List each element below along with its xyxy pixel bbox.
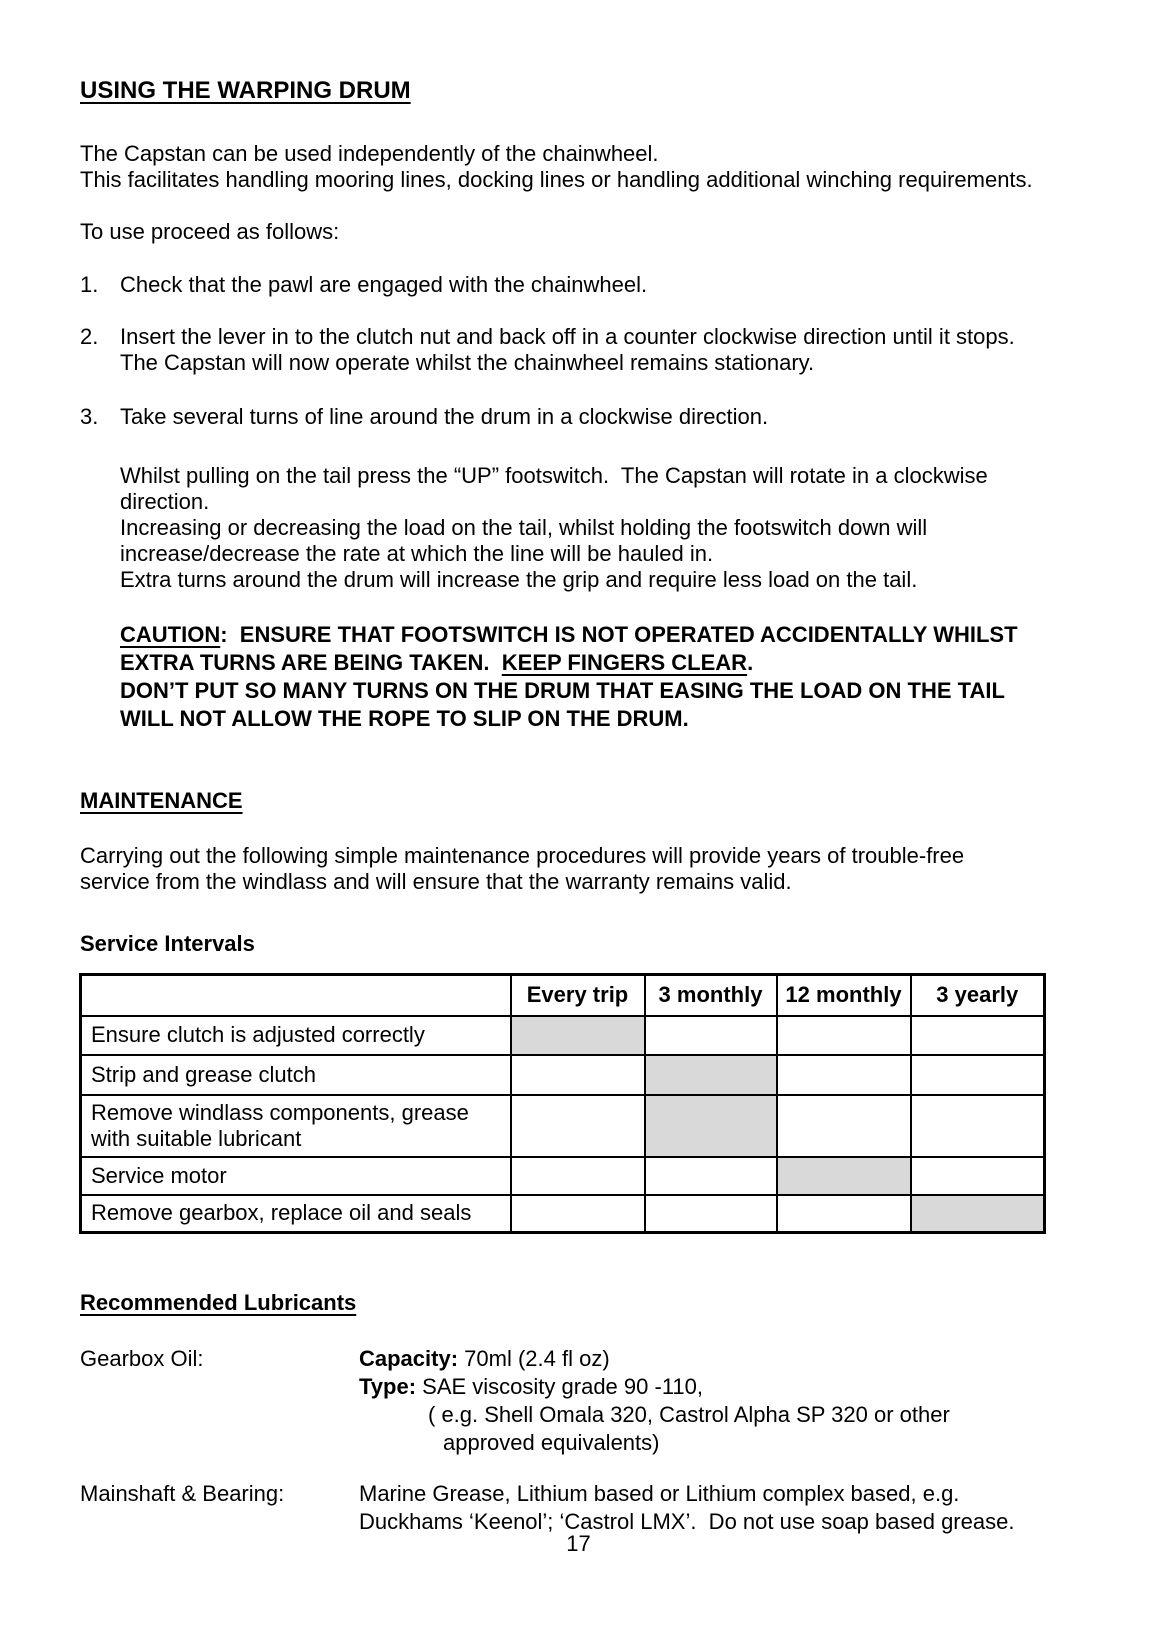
task-cell: Ensure clutch is adjusted correctly	[81, 1016, 511, 1055]
gearbox-type-continuation: approved equivalents)	[443, 1430, 660, 1455]
caution-label: CAUTION	[120, 622, 221, 647]
table-row	[81, 1095, 1045, 1157]
intro-paragraph	[80, 141, 1033, 193]
numbered-step-2	[80, 324, 1015, 376]
paragraph-line: Carrying out the following simple maintenance procedures will provide years of trouble-free	[80, 843, 965, 868]
table-row	[81, 1016, 1045, 1055]
gearbox-capacity-line	[359, 1345, 950, 1373]
interval-cell	[645, 1195, 777, 1233]
service-intervals-subheading: Service Intervals	[80, 931, 255, 956]
mainshaft-line: Marine Grease, Lithium based or Lithium complex based, e.g.	[359, 1481, 960, 1506]
caution-line	[120, 621, 1018, 649]
task-cell: Service motor	[81, 1157, 511, 1195]
gearbox-type-continuation: ( e.g. Shell Omala 320, Castrol Alpha SP 320 or other	[428, 1402, 950, 1427]
table-row	[81, 1195, 1045, 1233]
capacity-label: Capacity:	[359, 1346, 459, 1371]
caution-text: EXTRA TURNS ARE BEING TAKEN.	[120, 650, 502, 675]
paragraph-line: Whilst pulling on the tail press the “UP” footswitch. The Capstan will rotate in a clockwise	[120, 463, 988, 488]
column-header: 3 yearly	[911, 975, 1045, 1016]
task-cell: Strip and grease clutch	[81, 1055, 511, 1095]
caution-line: WILL NOT ALLOW THE ROPE TO SLIP ON THE DRUM.	[120, 706, 689, 731]
paragraph-line: This facilitates handling mooring lines, docking lines or handling additional winching requirements.	[80, 167, 1033, 192]
capacity-value: 70ml (2.4 fl oz)	[458, 1346, 610, 1371]
interval-cell	[777, 1055, 911, 1095]
step-details-paragraph	[120, 463, 988, 593]
numbered-step-3	[80, 404, 768, 430]
interval-cell	[777, 1195, 911, 1233]
interval-cell	[511, 1016, 645, 1055]
table-header-row	[81, 975, 1045, 1016]
column-header: Every trip	[511, 975, 645, 1016]
paragraph-line: The Capstan can be used independently of the chainwheel.	[80, 141, 659, 166]
step-line: The Capstan will now operate whilst the chainwheel remains stationary.	[120, 350, 815, 375]
mainshaft-line: Duckhams ‘Keenol’; ‘Castrol LMX’. Do not use soap based grease.	[359, 1509, 1015, 1534]
interval-cell	[777, 1095, 911, 1157]
maintenance-paragraph	[80, 843, 964, 895]
step-text	[120, 324, 1015, 376]
caution-line	[120, 649, 1018, 677]
caution-keep-fingers-clear: KEEP FINGERS CLEAR	[501, 650, 748, 675]
maintenance-heading: MAINTENANCE	[80, 788, 243, 813]
warping-drum-heading: USING THE WARPING DRUM	[80, 77, 411, 104]
step-number: 1.	[80, 272, 99, 297]
interval-cell	[511, 1055, 645, 1095]
interval-cell	[511, 1195, 645, 1233]
page-number: 17	[566, 1531, 591, 1556]
interval-cell	[777, 1016, 911, 1055]
caution-note	[120, 621, 1018, 733]
recommended-lubricants-heading: Recommended Lubricants	[80, 1290, 357, 1315]
paragraph-line: Extra turns around the drum will increase the grip and require less load on the tail.	[120, 567, 918, 592]
usage-lead-paragraph: To use proceed as follows:	[80, 219, 340, 244]
paragraph-line: increase/decrease the rate at which the line will be hauled in.	[120, 541, 714, 566]
interval-cell	[911, 1157, 1045, 1195]
step-text	[120, 272, 647, 298]
column-header: 3 monthly	[645, 975, 777, 1016]
gearbox-type-line	[359, 1373, 950, 1401]
step-line: Check that the pawl are engaged with the chainwheel.	[120, 272, 648, 297]
interval-cell	[911, 1016, 1045, 1055]
caution-text: .	[747, 650, 754, 675]
interval-cell	[911, 1195, 1045, 1233]
interval-cell	[511, 1095, 645, 1157]
paragraph-line: service from the windlass and will ensure that the warranty remains valid.	[80, 869, 792, 894]
task-cell: Remove gearbox, replace oil and seals	[81, 1195, 511, 1233]
column-header: 12 monthly	[777, 975, 911, 1016]
caution-text: : ENSURE THAT FOOTSWITCH IS NOT OPERATED ACCIDENTALLY WHILST	[220, 622, 1018, 647]
step-line: Take several turns of line around the drum in a clockwise direction.	[120, 404, 769, 429]
mainshaft-bearing-label: Mainshaft & Bearing:	[80, 1481, 285, 1506]
paragraph-line: Increasing or decreasing the load on the tail, whilst holding the footswitch down will	[120, 515, 928, 540]
gearbox-oil-label: Gearbox Oil:	[80, 1346, 204, 1371]
interval-cell	[645, 1095, 777, 1157]
type-value: SAE viscosity grade 90 -110,	[416, 1374, 704, 1399]
step-number: 2.	[80, 324, 99, 349]
task-cell: Remove windlass components, grease with suitable lubricant	[81, 1095, 511, 1157]
mainshaft-bearing-details	[359, 1480, 1014, 1536]
step-line: Insert the lever in to the clutch nut and back off in a counter clockwise direction until it stops.	[120, 324, 1015, 349]
interval-cell	[911, 1055, 1045, 1095]
interval-cell	[911, 1095, 1045, 1157]
service-intervals-table	[79, 973, 1046, 1234]
paragraph-line: direction.	[120, 489, 210, 514]
step-number: 3.	[80, 404, 99, 429]
column-header-blank	[81, 975, 511, 1016]
table-row	[81, 1157, 1045, 1195]
interval-cell	[645, 1055, 777, 1095]
gearbox-oil-details	[359, 1345, 950, 1457]
type-label: Type:	[359, 1374, 417, 1399]
interval-cell	[645, 1157, 777, 1195]
caution-line: DON’T PUT SO MANY TURNS ON THE DRUM THAT EASING THE LOAD ON THE TAIL	[120, 678, 1005, 703]
numbered-step-1	[80, 272, 647, 298]
table-row	[81, 1055, 1045, 1095]
interval-cell	[777, 1157, 911, 1195]
step-text	[120, 404, 768, 430]
interval-cell	[645, 1016, 777, 1055]
interval-cell	[511, 1157, 645, 1195]
